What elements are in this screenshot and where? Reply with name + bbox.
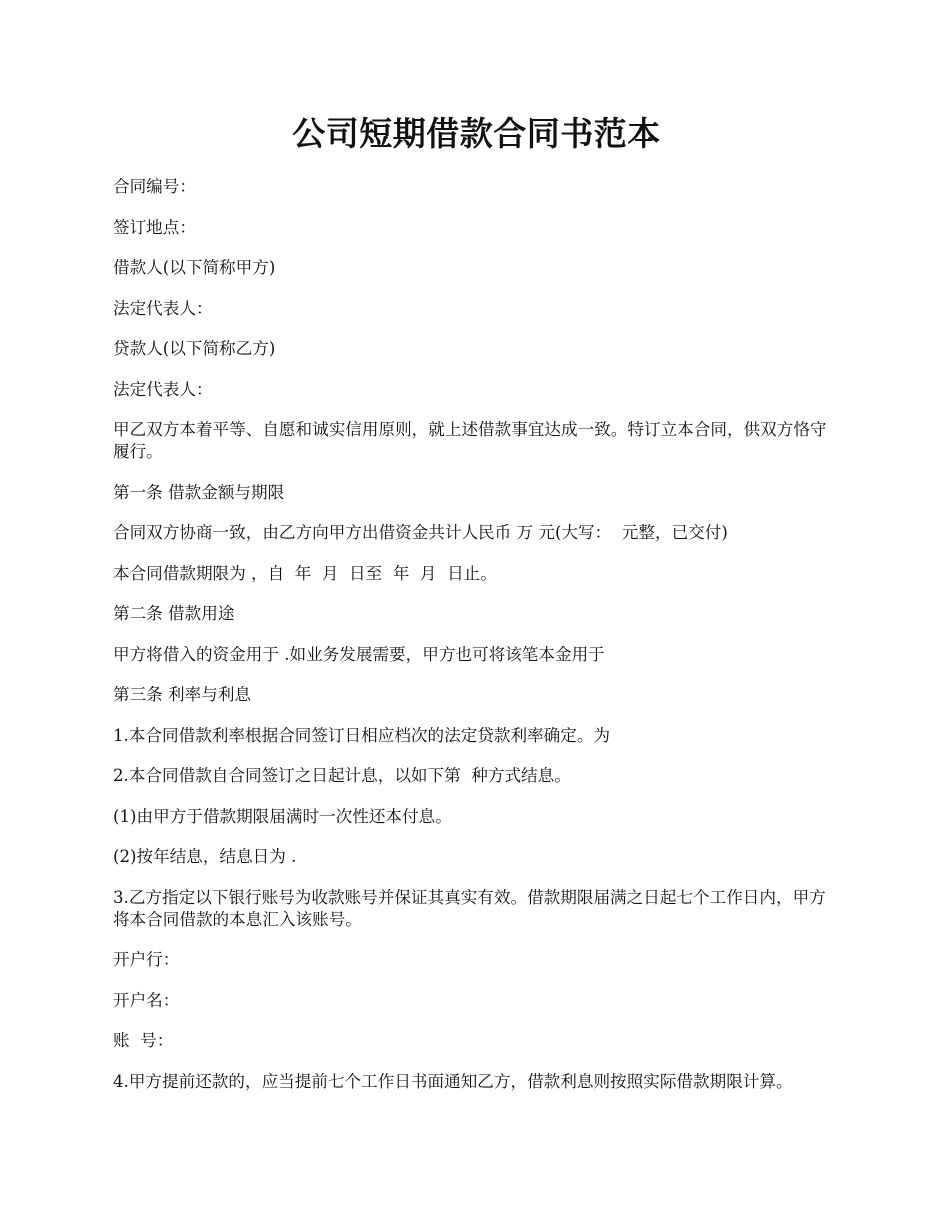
interest-method-paragraph: 2.本合同借款自合同签订之日起计息，以如下第 种方式结息。 [113,766,571,785]
bank-name-line: 开户行： [113,950,180,969]
early-repayment-paragraph: 4.甲方提前还款的，应当提前七个工作日书面通知乙方，借款利息则按照实际借款期限计算。 [113,1071,793,1091]
preamble-paragraph: 甲乙双方本着平等、自愿和诚实信用原则，就上述借款事宜达成一致。特订立本合同，供双方恪守履行。 [113,420,827,461]
bank-account-paragraph: 3.乙方指定以下银行账号为收款账号并保证其真实有效。借款期限届满之日起七个工作日内，甲方将本合同借款的本息汇入该账号。 [113,887,826,929]
borrower-line: 借款人(以下简称甲方) [113,258,276,277]
lender-line: 贷款人(以下简称乙方) [113,339,276,358]
loan-term-paragraph: 本合同借款期限为 ，自 年 月 日至 年 月 日止。 [113,563,497,583]
article-3-heading: 第三条 利率与利息 [113,685,252,704]
account-name-line: 开户名： [113,990,180,1010]
article-1-heading: 第一条 借款金额与期限 [113,482,285,502]
contract-number-line: 合同编号： [113,177,196,196]
borrower-representative-line: 法定代表人： [113,298,213,318]
loan-amount-paragraph: 合同双方协商一致，由乙方向甲方出借资金共计人民币 万 元(大写： 元整，已交付) [113,523,728,542]
account-number-line: 账 号： [113,1031,174,1050]
document-title: 公司短期借款合同书范本 [292,114,661,153]
lender-representative-line: 法定代表人： [113,379,213,399]
article-2-heading: 第二条 借款用途 [113,604,235,623]
signing-place-line: 签订地点： [113,217,196,237]
loan-purpose-paragraph: 甲方将借入的资金用于 .如业务发展需要，甲方也可将该笔本金用于 [113,644,605,664]
interest-option-2: (2)按年结息，结息日为 . [113,847,297,866]
interest-option-1: (1)由甲方于借款期限届满时一次性还本付息。 [113,806,452,826]
interest-rate-paragraph: 1.本合同借款利率根据合同签订日相应档次的法定贷款利率确定。为 [113,725,611,745]
